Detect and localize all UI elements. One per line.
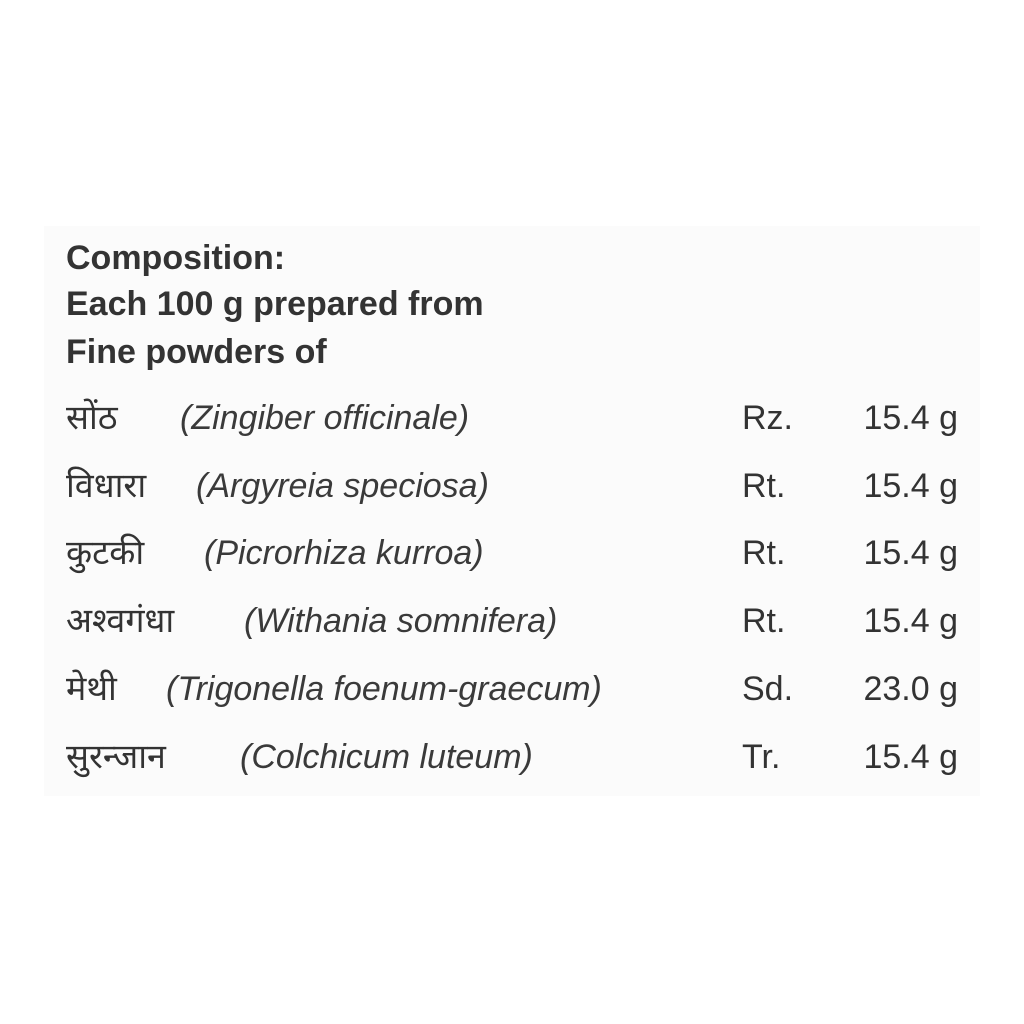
ingredient-part: Rt. [742,602,786,640]
ingredient-part: Rt. [742,534,786,572]
ingredient-part: Sd. [742,670,794,708]
ingredient-hindi-name: सुरन्जान [66,737,166,777]
ingredient-hindi-name: कुटकी [66,533,145,573]
ingredient-quantity: 15.4 g [863,467,958,505]
ingredient-hindi-name: विधारा [66,466,147,506]
ingredient-quantity: 15.4 g [863,738,958,776]
ingredient-latin-name: (Zingiber officinale) [180,399,470,437]
ingredient-hindi-name: सोंठ [66,398,118,438]
ingredient-latin-name: (Argyreia speciosa) [196,467,489,505]
ingredient-latin-name: (Withania somnifera) [244,602,558,640]
composition-powders-line: Fine powders of [66,333,327,371]
ingredient-quantity: 23.0 g [863,670,958,708]
ingredient-hindi-name: अश्वगंधा [66,601,175,641]
ingredient-row [0,394,1024,442]
ingredient-part: Rt. [742,467,786,505]
ingredient-part: Rz. [742,399,793,437]
ingredient-row [0,529,1024,577]
ingredient-quantity: 15.4 g [863,399,958,437]
ingredient-latin-name: (Colchicum luteum) [240,738,533,776]
ingredient-latin-name: (Picrorhiza kurroa) [204,534,484,572]
ingredient-row [0,733,1024,781]
ingredient-quantity: 15.4 g [863,602,958,640]
ingredient-latin-name: (Trigonella foenum-graecum) [166,670,602,708]
ingredient-row [0,597,1024,645]
ingredient-part: Tr. [742,738,781,776]
ingredient-quantity: 15.4 g [863,534,958,572]
ingredient-row [0,665,1024,713]
composition-title: Composition: [66,239,286,277]
composition-subtitle: Each 100 g prepared from [66,285,484,323]
ingredient-row [0,462,1024,510]
ingredient-hindi-name: मेथी [66,669,117,709]
